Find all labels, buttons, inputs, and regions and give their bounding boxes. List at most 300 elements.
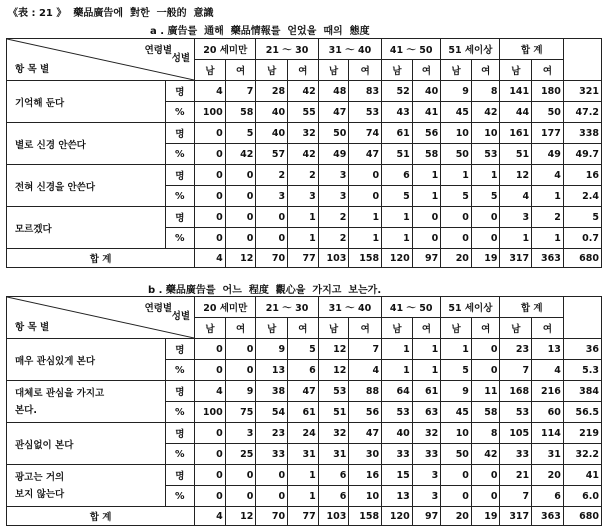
table-cell: 3	[412, 465, 441, 486]
table-cell: 0	[256, 207, 288, 228]
row-label: 전혀 신경을 안쓴다	[7, 165, 166, 207]
unit-label: %	[165, 486, 195, 507]
table-cell: 0	[225, 465, 256, 486]
table-cell: 1	[382, 339, 413, 360]
table-cell: 64	[382, 381, 413, 402]
table-cell: 31	[532, 444, 564, 465]
table-cell: 0	[441, 486, 472, 507]
table-cell: 4	[195, 81, 226, 102]
table-row	[7, 339, 602, 360]
unit-label: 명	[165, 165, 195, 186]
table-cell: 23	[500, 339, 532, 360]
table-cell: 52	[382, 81, 413, 102]
age-group-header: 21 ～ 30	[256, 297, 318, 318]
table-cell: 0	[195, 165, 226, 186]
table-cell: 114	[532, 423, 564, 444]
table-cell: 47	[288, 381, 319, 402]
table-row	[7, 423, 602, 444]
table-cell: 47	[318, 102, 349, 123]
age-group-header: 51 세이상	[441, 39, 500, 60]
table-cell: 4	[532, 165, 564, 186]
table-cell: 42	[288, 81, 319, 102]
table-cell: 5	[563, 207, 601, 228]
table-cell: 30	[349, 444, 382, 465]
table-cell: 47.2	[563, 102, 601, 123]
table-cell: 32	[288, 123, 319, 144]
table-cell: 1	[441, 339, 472, 360]
unit-label: %	[165, 144, 195, 165]
total-row	[7, 507, 602, 526]
table-cell: 31	[288, 444, 319, 465]
total-cell: 103	[318, 249, 349, 268]
table-cell: 168	[500, 381, 532, 402]
total-cell: 97	[412, 249, 441, 268]
age-group-header: 20 세미만	[195, 297, 256, 318]
total-label: 합 계	[7, 249, 195, 268]
header-diagonal-cell	[7, 39, 195, 81]
table-cell: 53	[349, 102, 382, 123]
total-cell: 120	[382, 249, 413, 268]
table-cell: 33	[412, 444, 441, 465]
header-diagonal-cell	[7, 297, 195, 339]
table-cell: 0	[195, 186, 226, 207]
table-cell: 7	[500, 360, 532, 381]
table-cell: 1	[288, 465, 319, 486]
table-cell: 36	[563, 339, 601, 360]
table-cell: 1	[412, 339, 441, 360]
table-cell: 0	[471, 228, 500, 249]
sex-header: 남	[195, 60, 226, 81]
total-cell: 120	[382, 507, 413, 526]
sex-header: 여	[412, 318, 441, 339]
table-cell: 3	[225, 423, 256, 444]
row-label: 모르겠다	[7, 207, 166, 249]
table-cell: 0	[195, 423, 226, 444]
row-label: 매우 관심있게 본다	[7, 339, 166, 381]
total-cell: 70	[256, 249, 288, 268]
table-cell: 1	[471, 165, 500, 186]
table-cell: 6	[382, 165, 413, 186]
table-cell: 32.2	[563, 444, 601, 465]
table-cell: 49	[318, 144, 349, 165]
row-label: 기억해 둔다	[7, 81, 166, 123]
table-cell: 5	[441, 186, 472, 207]
table-cell: 219	[563, 423, 601, 444]
table-cell: 58	[471, 402, 500, 423]
unit-label: 명	[165, 465, 195, 486]
row-label-line1: 대체로 관심을 가지고	[15, 387, 105, 399]
unit-label: %	[165, 186, 195, 207]
table-cell: 0	[225, 207, 256, 228]
table-cell: 0	[256, 228, 288, 249]
table-cell: 0	[225, 186, 256, 207]
total-cell: 158	[349, 507, 382, 526]
table-section-a	[6, 38, 602, 268]
table-cell: 0	[225, 360, 256, 381]
table-cell: 13	[382, 486, 413, 507]
table-cell: 105	[500, 423, 532, 444]
sex-header: 여	[471, 60, 500, 81]
table-cell: 0	[441, 465, 472, 486]
table-cell: 0.7	[563, 228, 601, 249]
table-cell: 0	[225, 486, 256, 507]
table-cell: 5	[471, 186, 500, 207]
table-cell: 1	[532, 228, 564, 249]
age-group-header: 51 세이상	[441, 297, 500, 318]
table-cell: 47	[349, 144, 382, 165]
total-cell: 680	[563, 507, 601, 526]
table-cell: 10	[441, 423, 472, 444]
table-cell: 33	[382, 444, 413, 465]
table-cell: 45	[441, 402, 472, 423]
overall-total-header	[563, 297, 601, 339]
table-cell: 40	[256, 123, 288, 144]
total-cell: 19	[471, 249, 500, 268]
table-cell: 100	[195, 402, 226, 423]
table-cell: 12	[318, 360, 349, 381]
table-cell: 50	[318, 123, 349, 144]
table-cell: 47	[349, 423, 382, 444]
table-cell: 42	[471, 444, 500, 465]
sex-header: 여	[532, 318, 564, 339]
sex-header: 남	[318, 60, 349, 81]
total-cell: 20	[441, 249, 472, 268]
table-cell: 7	[500, 486, 532, 507]
total-cell: 680	[563, 249, 601, 268]
age-group-header: 41 ～ 50	[382, 297, 441, 318]
age-group-header: 21 ～ 30	[256, 39, 318, 60]
total-cell: 70	[256, 507, 288, 526]
table-cell: 16	[349, 465, 382, 486]
table-cell: 0	[441, 207, 472, 228]
table-cell: 216	[532, 381, 564, 402]
table-cell: 12	[500, 165, 532, 186]
table-cell: 0	[225, 228, 256, 249]
table-cell: 0	[195, 123, 226, 144]
table-cell: 40	[412, 81, 441, 102]
sex-header: 여	[471, 318, 500, 339]
table-cell: 177	[532, 123, 564, 144]
table-cell: 9	[256, 339, 288, 360]
table-cell: 13	[256, 360, 288, 381]
table-cell: 3	[318, 165, 349, 186]
table-cell: 4	[195, 381, 226, 402]
table-cell: 43	[382, 102, 413, 123]
table-cell: 0	[471, 486, 500, 507]
table-cell: 2.4	[563, 186, 601, 207]
table-cell: 20	[532, 465, 564, 486]
unit-label: 명	[165, 123, 195, 144]
table-cell: 6.0	[563, 486, 601, 507]
table-cell: 0	[441, 228, 472, 249]
row-label: 관심없이 본다	[7, 423, 166, 465]
total-cell: 12	[225, 249, 256, 268]
table-cell: 0	[349, 165, 382, 186]
unit-label: %	[165, 228, 195, 249]
sex-header: 여	[225, 318, 256, 339]
total-cell: 317	[500, 249, 532, 268]
header-age-label: 연령별	[144, 45, 173, 56]
table-cell: 32	[318, 423, 349, 444]
table-cell: 1	[412, 165, 441, 186]
sex-header: 남	[441, 60, 472, 81]
table-cell: 41	[563, 465, 601, 486]
table-cell: 31	[318, 444, 349, 465]
sex-header: 여	[225, 60, 256, 81]
table-cell: 1	[382, 207, 413, 228]
table-cell: 40	[382, 423, 413, 444]
table-cell: 5	[225, 123, 256, 144]
total-cell: 20	[441, 507, 472, 526]
table-cell: 8	[471, 423, 500, 444]
total-cell: 363	[532, 507, 564, 526]
table-cell: 74	[349, 123, 382, 144]
table-cell: 1	[288, 207, 319, 228]
table-cell: 12	[318, 339, 349, 360]
table-cell: 61	[382, 123, 413, 144]
table-cell: 58	[412, 144, 441, 165]
overall-total-header	[563, 39, 601, 81]
table-cell: 53	[471, 144, 500, 165]
total-row	[7, 249, 602, 268]
table-cell: 23	[256, 423, 288, 444]
table-cell: 100	[195, 102, 226, 123]
table-cell: 61	[412, 381, 441, 402]
table-cell: 6	[532, 486, 564, 507]
table-cell: 9	[441, 81, 472, 102]
table-cell: 2	[318, 207, 349, 228]
sex-header: 남	[500, 60, 532, 81]
table-cell: 0	[195, 144, 226, 165]
table-cell: 83	[349, 81, 382, 102]
table-cell: 10	[349, 486, 382, 507]
row-label: 별로 신경 안쓴다	[7, 123, 166, 165]
total-cell: 363	[532, 249, 564, 268]
unit-label: %	[165, 444, 195, 465]
header-item-label: 항 목 별	[15, 322, 50, 333]
table-cell: 0	[195, 465, 226, 486]
table-cell: 1	[349, 228, 382, 249]
table-cell: 161	[500, 123, 532, 144]
table-cell: 1	[412, 186, 441, 207]
sex-header: 여	[288, 60, 319, 81]
sex-header: 여	[532, 60, 564, 81]
table-cell: 1	[382, 360, 413, 381]
table-cell: 4	[500, 186, 532, 207]
sex-header: 남	[195, 318, 226, 339]
table-cell: 384	[563, 381, 601, 402]
table-cell: 56	[349, 402, 382, 423]
table-cell: 0	[349, 186, 382, 207]
section-b-title: b . 藥品廣告를 어느 程度 觀心을 가지고 보는가.	[148, 285, 382, 296]
table-cell: 42	[288, 144, 319, 165]
table-cell: 10	[441, 123, 472, 144]
table-cell: 24	[288, 423, 319, 444]
table-cell: 0	[471, 360, 500, 381]
table-row	[7, 207, 602, 228]
total-cell: 97	[412, 507, 441, 526]
table-cell: 56	[412, 123, 441, 144]
table-cell: 58	[225, 102, 256, 123]
row-label-line2: 보지 않는다	[15, 488, 65, 500]
table-cell: 42	[471, 102, 500, 123]
table-cell: 13	[532, 339, 564, 360]
table-cell: 50	[441, 144, 472, 165]
table-cell: 1	[532, 186, 564, 207]
table-cell: 1	[500, 228, 532, 249]
unit-label: 명	[165, 81, 195, 102]
table-cell: 0	[195, 228, 226, 249]
table-cell: 28	[256, 81, 288, 102]
table-cell: 141	[500, 81, 532, 102]
sex-header: 여	[412, 60, 441, 81]
table-cell: 0	[225, 165, 256, 186]
unit-label: 명	[165, 207, 195, 228]
table-cell: 45	[441, 102, 472, 123]
sex-header: 남	[500, 318, 532, 339]
total-cell: 4	[195, 507, 226, 526]
table-cell: 0	[195, 339, 226, 360]
table-cell: 53	[318, 381, 349, 402]
table-cell: 321	[563, 81, 601, 102]
unit-label: 명	[165, 423, 195, 444]
table-cell: 0	[225, 339, 256, 360]
table-cell: 33	[256, 444, 288, 465]
total-cell: 158	[349, 249, 382, 268]
unit-label: %	[165, 102, 195, 123]
table-cell: 38	[256, 381, 288, 402]
table-cell: 10	[471, 123, 500, 144]
table-cell: 57	[256, 144, 288, 165]
total-cell: 19	[471, 507, 500, 526]
table-row	[7, 123, 602, 144]
table-cell: 0	[471, 339, 500, 360]
table-row	[7, 465, 602, 486]
unit-label: 명	[165, 339, 195, 360]
table-cell: 48	[318, 81, 349, 102]
table-cell: 60	[532, 402, 564, 423]
table-cell: 40	[256, 102, 288, 123]
table-cell: 41	[412, 102, 441, 123]
table-cell: 0	[195, 207, 226, 228]
sex-header: 남	[256, 60, 288, 81]
table-cell: 180	[532, 81, 564, 102]
table-cell: 1	[412, 360, 441, 381]
unit-label: %	[165, 360, 195, 381]
total-cell: 77	[288, 507, 319, 526]
sex-header: 남	[318, 318, 349, 339]
table-cell: 3	[318, 186, 349, 207]
total-cell: 12	[225, 507, 256, 526]
header-item-label: 항 목 별	[15, 64, 50, 75]
table-cell: 5	[441, 360, 472, 381]
table-cell: 3	[288, 186, 319, 207]
row-label-line1: 광고는 거의	[15, 471, 65, 483]
table-cell: 50	[532, 102, 564, 123]
table-cell: 49	[532, 144, 564, 165]
table-cell: 0	[195, 486, 226, 507]
sex-header: 여	[349, 60, 382, 81]
table-cell: 2	[318, 228, 349, 249]
sex-header: 남	[441, 318, 472, 339]
age-group-header: 20 세미만	[195, 39, 256, 60]
table-cell: 1	[349, 207, 382, 228]
table-cell: 6	[318, 465, 349, 486]
table-cell: 0	[412, 228, 441, 249]
sex-header: 여	[349, 318, 382, 339]
header-age-label: 연령별	[144, 303, 173, 314]
total-cell: 103	[318, 507, 349, 526]
table-cell: 2	[288, 165, 319, 186]
unit-label: %	[165, 402, 195, 423]
table-row	[7, 165, 602, 186]
table-cell: 55	[288, 102, 319, 123]
table-caption: 《表 : 21 》 藥品廣告에 對한 一般的 意識	[8, 8, 214, 19]
table-cell: 7	[349, 339, 382, 360]
table-cell: 49.7	[563, 144, 601, 165]
unit-label: 명	[165, 381, 195, 402]
total-label: 합 계	[7, 507, 195, 526]
table-cell: 5	[382, 186, 413, 207]
table-cell: 3	[256, 186, 288, 207]
table-cell: 32	[412, 423, 441, 444]
table-cell: 8	[471, 81, 500, 102]
header-sex-label: 성별	[171, 311, 191, 322]
table-cell: 0	[195, 360, 226, 381]
table-cell: 1	[288, 228, 319, 249]
table-cell: 16	[563, 165, 601, 186]
table-cell: 15	[382, 465, 413, 486]
table-cell: 3	[500, 207, 532, 228]
sex-header: 남	[382, 60, 413, 81]
table-cell: 51	[382, 144, 413, 165]
table-row	[7, 381, 602, 402]
table-cell: 0	[471, 207, 500, 228]
table-section-b	[6, 296, 602, 526]
total-cell: 77	[288, 249, 319, 268]
age-group-header: 합 계	[500, 39, 563, 60]
table-cell: 0	[256, 486, 288, 507]
table-cell: 0	[195, 444, 226, 465]
table-cell: 53	[382, 402, 413, 423]
table-cell: 2	[256, 165, 288, 186]
row-label	[7, 381, 166, 423]
table-cell: 63	[412, 402, 441, 423]
table-cell: 11	[471, 381, 500, 402]
table-cell: 88	[349, 381, 382, 402]
table-cell: 44	[500, 102, 532, 123]
table-cell: 0	[256, 465, 288, 486]
table-cell: 338	[563, 123, 601, 144]
table-cell: 1	[288, 486, 319, 507]
table-cell: 1	[441, 165, 472, 186]
age-group-header: 41 ～ 50	[382, 39, 441, 60]
table-cell: 61	[288, 402, 319, 423]
age-group-header: 31 ～ 40	[318, 39, 381, 60]
table-cell: 25	[225, 444, 256, 465]
table-cell: 1	[382, 228, 413, 249]
table-cell: 54	[256, 402, 288, 423]
table-cell: 42	[225, 144, 256, 165]
table-cell: 0	[471, 465, 500, 486]
header-sex-label: 성별	[171, 53, 191, 64]
table-cell: 2	[532, 207, 564, 228]
table-cell: 56.5	[563, 402, 601, 423]
table-cell: 4	[532, 360, 564, 381]
table-cell: 6	[318, 486, 349, 507]
section-a-title: a . 廣告를 通해 藥品情報를 얻었을 때의 態度	[150, 26, 370, 37]
table-cell: 53	[500, 402, 532, 423]
